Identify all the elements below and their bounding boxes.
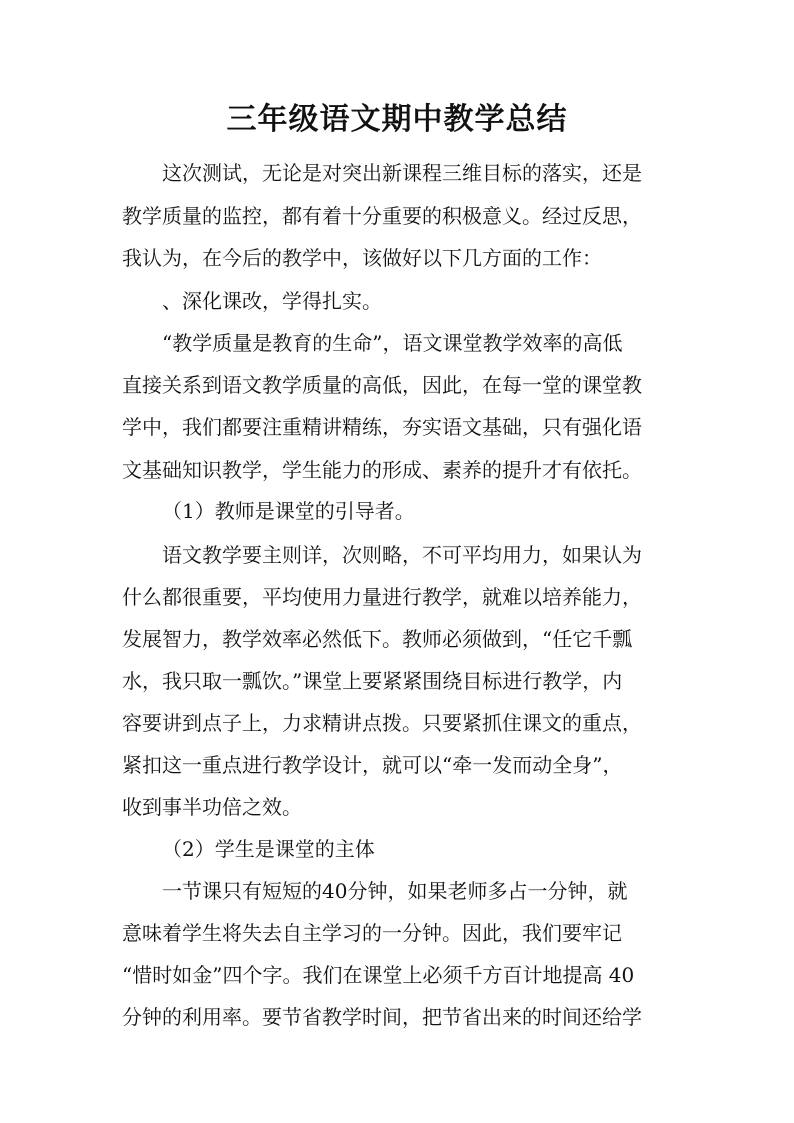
subsection-heading: （1）教师是课堂的引导者。: [162, 499, 415, 523]
paragraph-line: 意味着学生将失去自主学习的一分钟。因此，我们要牢记: [122, 921, 622, 945]
paragraph-line: “教学质量是教育的生命”，语文课堂教学效率的高低: [162, 331, 623, 355]
subsection-heading: （2）学生是课堂的主体: [162, 837, 375, 861]
paragraph-line: 一节课只有短短的40分钟，如果老师多占一分钟，就: [162, 879, 628, 903]
paragraph-line: 教学质量的监控，都有着十分重要的积极意义。经过反思，: [122, 204, 642, 228]
paragraph-line: “惜时如金”四个字。我们在课堂上必须千方百计地提高 40: [122, 963, 635, 987]
paragraph-line: 直接关系到语文教学质量的高低，因此，在每一堂的课堂教: [122, 373, 642, 397]
paragraph-line: 语文教学要主则详，次则略，不可平均用力，如果认为: [162, 543, 642, 567]
paragraph-line: 分钟的利用率。要节省教学时间，把节省出来的时间还给学: [122, 1005, 642, 1029]
paragraph-line: 这次测试，无论是对突出新课程三维目标的落实，还是: [162, 161, 642, 185]
paragraph-line: 收到事半功倍之效。: [122, 795, 302, 819]
paragraph-line: 我认为，在今后的教学中，该做好以下几方面的工作：: [122, 246, 602, 270]
paragraph-line: 学中，我们都要注重精讲精练，夯实语文基础，只有强化语: [122, 415, 642, 439]
section-heading: 、深化课改，学得扎实。: [162, 289, 382, 313]
paragraph-line: 容要讲到点子上，力求精讲点拨。只要紧抓住课文的重点，: [122, 711, 642, 735]
paragraph-line: 什么都很重要，平均使用力量进行教学，就难以培养能力，: [122, 585, 642, 609]
paragraph-line: 紧扣这一重点进行教学设计，就可以“牵一发而动全身”，: [122, 753, 623, 777]
document-title: 三年级语文期中教学总结: [226, 102, 568, 137]
paragraph-line: 水，我只取一瓢饮。”课堂上要紧紧围绕目标进行教学，内: [122, 669, 623, 693]
paragraph-line: 文基础知识教学，学生能力的形成、素养的提升才有依托。: [122, 458, 642, 482]
paragraph-line: 发展智力，教学效率必然低下。教师必须做到，“任它千瓢: [122, 627, 633, 651]
